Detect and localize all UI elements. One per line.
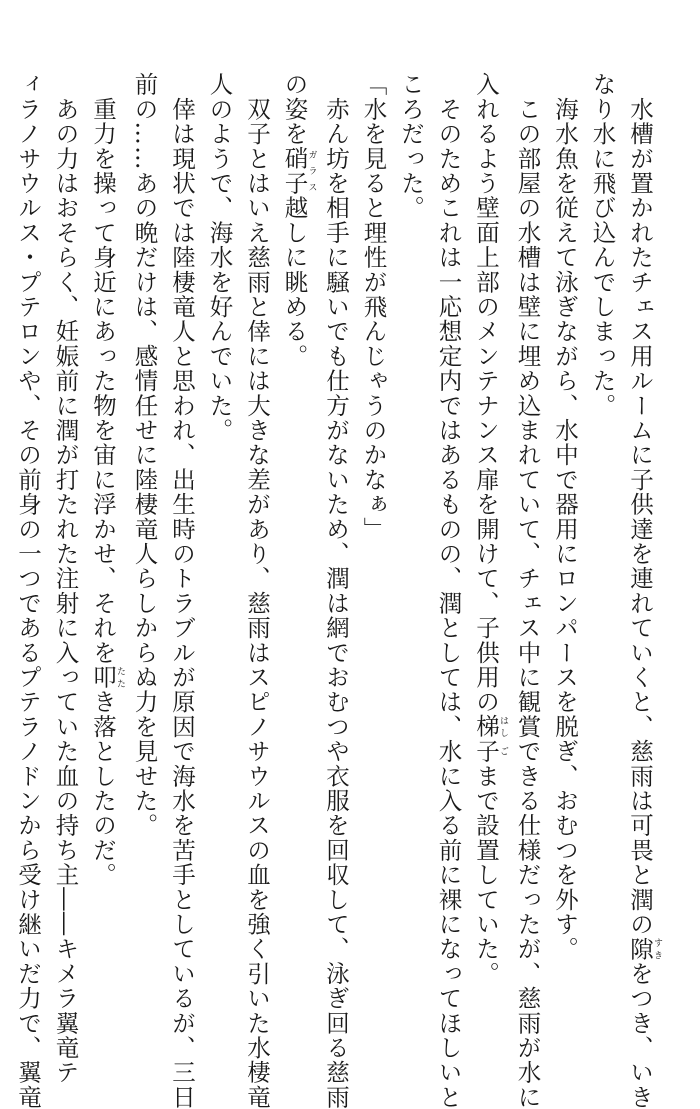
text-line bbox=[583, 72, 621, 972]
text-run: 水槽が置かれたチェス用ルームに子供達を連れていくと、慈雨は可畏と潤の bbox=[626, 72, 654, 937]
text-run: 倖は現状では陸棲竜人と思われ、出生時のトラブルが原因で海水を苦手としているが、三日 bbox=[168, 72, 196, 1109]
ruby-reading: ガラス bbox=[306, 146, 317, 196]
ruby-annotation bbox=[626, 936, 662, 962]
text-run: 「水を見ると理性が飛んじゃうのかなぁ」 bbox=[359, 72, 388, 542]
text-line bbox=[46, 72, 84, 1085]
text-run: き落としたのだ。 bbox=[89, 689, 117, 888]
text-run: 重力を操って身近にあった物を宙に浮かせ、それを bbox=[89, 72, 117, 665]
text-run: 入れるよう壁面上部のメンテナンス扉を開けて、子供用の bbox=[472, 72, 500, 715]
ruby-reading: はし bbox=[498, 714, 508, 739]
text-line bbox=[200, 72, 238, 972]
text-run: をつき、いき bbox=[626, 961, 654, 1109]
ruby-reading: すき bbox=[652, 936, 662, 962]
text-line bbox=[354, 72, 392, 972]
text-line bbox=[163, 72, 201, 1109]
text-line bbox=[546, 72, 584, 972]
ruby-annotation bbox=[89, 664, 125, 690]
text-line bbox=[467, 72, 509, 986]
ruby-annotation bbox=[472, 738, 508, 764]
text-run: なり水に飛び込んでしまった。 bbox=[588, 72, 617, 418]
text-line bbox=[392, 72, 430, 972]
ruby-annotation bbox=[472, 714, 508, 739]
text-line bbox=[317, 72, 355, 1109]
text-run: 海水魚を従えて泳ぎながら、水中で器用にロンパースを脱ぎ、おむつを外す。 bbox=[551, 72, 579, 962]
text-line bbox=[621, 72, 663, 1109]
text-run: ィラノサウルス・プテロンや、その前身の一つであるプテラノドンから受け継いだ力で、翼竜 bbox=[14, 72, 42, 1109]
text-run: 前の……あの晩だけは、感情任せに陸棲竜人らしからぬ力を見せた。 bbox=[130, 72, 159, 838]
text-run: ころだった。 bbox=[397, 72, 425, 221]
ruby-base: 子 bbox=[472, 738, 500, 764]
text-line bbox=[429, 72, 467, 1109]
ruby-reading: たた bbox=[115, 664, 125, 690]
text-line bbox=[84, 72, 126, 972]
text-run: の姿を bbox=[280, 72, 309, 147]
ruby-base: 叩 bbox=[89, 664, 117, 690]
vertical-text-body bbox=[9, 72, 663, 1109]
text-run: 越しに眺める。 bbox=[280, 195, 309, 369]
text-line bbox=[238, 72, 276, 1109]
text-line bbox=[9, 72, 47, 1109]
text-run: 人のようで、海水を好んでいた。 bbox=[205, 72, 234, 443]
ruby-base: 硝子 bbox=[280, 146, 309, 196]
text-line bbox=[508, 72, 546, 1109]
ruby-reading: ご bbox=[498, 738, 508, 764]
text-run: この部屋の水槽は壁に埋め込まれていて、チェス中に観賞できる仕様だったが、慈雨が水に bbox=[513, 72, 542, 1109]
text-run: 双子とはいえ慈雨と倖には大きな差があり、慈雨はスピノサウルスの血を強く引いた水棲竜 bbox=[243, 72, 271, 1109]
text-line bbox=[125, 72, 163, 972]
text-line bbox=[275, 72, 317, 972]
ruby-annotation bbox=[280, 146, 317, 196]
text-run: まで設置していた。 bbox=[472, 763, 500, 986]
text-run: 赤ん坊を相手に騒いでも仕方がないため、潤は網でおむつや衣服を回収して、泳ぎ回る慈雨 bbox=[322, 72, 350, 1109]
text-run: あの力はおそらく、妊娠前に潤が打たれた注射に入っていた血の持ち主――キメラ翼竜テ bbox=[51, 72, 80, 1085]
text-run: そのためこれは一応想定内ではあるものの、潤としては、水に入る前に裸になってほしいと bbox=[434, 72, 463, 1109]
ruby-base: 隙 bbox=[626, 936, 654, 962]
ruby-base: 梯 bbox=[472, 714, 500, 739]
